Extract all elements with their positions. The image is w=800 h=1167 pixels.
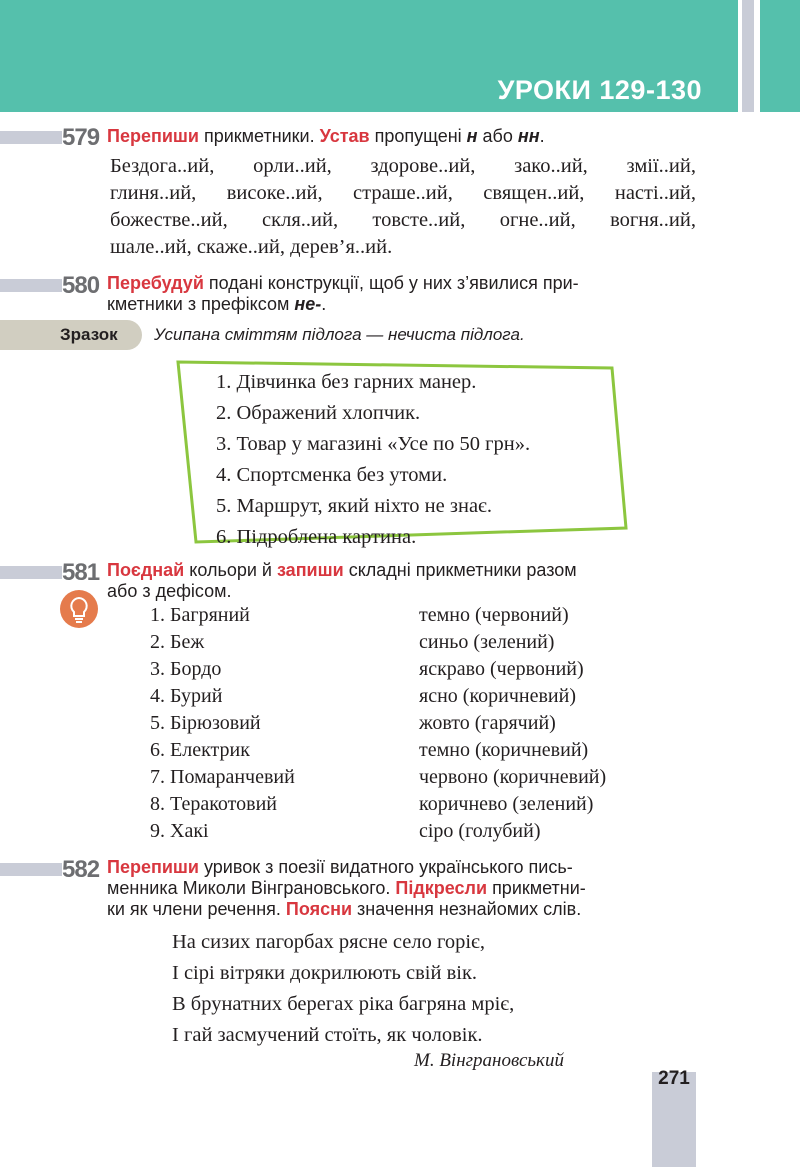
exercise-582-instruction: [107, 857, 586, 920]
color-modifier: червоно (коричневий): [419, 766, 607, 788]
instruction-text: складні прикметники разом: [343, 560, 577, 580]
exercise-580-list: [216, 367, 530, 553]
poem: [172, 927, 514, 1051]
instruction-text: менника Миколи Вінграновського.: [107, 878, 396, 898]
list-item: 5. Маршрут, який ніхто не знає.: [216, 495, 492, 517]
list-item: 2. Ображений хлопчик.: [216, 402, 421, 424]
exercise-582-number: 582: [62, 856, 100, 883]
exercise-579-words: [110, 153, 696, 261]
verb-combine: Поєднай: [107, 560, 185, 580]
instruction-text: прикметни-: [487, 878, 586, 898]
prefix-ne: не-: [294, 294, 322, 314]
color-modifier: яскраво (червоний): [419, 658, 584, 680]
page-number: 271: [658, 1068, 690, 1089]
word-line: шале..ий, скаже..ий, дерев’я..ий.: [110, 236, 393, 258]
exercise-581-instruction: [107, 560, 577, 602]
lightbulb-glyph: [60, 590, 98, 628]
header-stripe-right: [760, 0, 800, 112]
instruction-text: уривок з поезії видатного українського пись-: [198, 857, 573, 877]
letters-nn: нн: [517, 126, 540, 146]
instruction-text: кметники з префіксом: [107, 294, 295, 314]
sample-label-text: Зразок: [60, 325, 118, 344]
color-modifier: темно (червоний): [419, 604, 569, 626]
color-item: 1. Багряний: [150, 604, 250, 626]
exercise-581-bar: [0, 566, 62, 579]
word-line: глиня..ий, високе..ий, страше..ий, священ..ий, насті..ий,: [110, 182, 696, 204]
poem-line: В брунатних берегах ріка багряна мріє,: [172, 993, 515, 1015]
instruction-text: ки як члени речення.: [107, 899, 286, 919]
color-modifier: синьо (зелений): [419, 631, 555, 653]
color-modifier: ясно (коричневий): [419, 685, 576, 707]
color-modifier: коричнево (зелений): [419, 793, 594, 815]
verb-rewrite: Перепиши: [107, 857, 199, 877]
verb-rebuild: Перебудуй: [107, 273, 204, 293]
color-item: 5. Бірюзовий: [150, 712, 261, 734]
exercise-581-number: 581: [62, 559, 100, 586]
color-item: 2. Беж: [150, 631, 205, 653]
lightbulb-icon: [60, 590, 98, 628]
exercise-579-number: 579: [62, 124, 100, 151]
instruction-text: значення незнайомих слів.: [352, 899, 582, 919]
instruction-text: або з дефісом.: [107, 581, 232, 601]
exercise-582-bar: [0, 863, 62, 876]
color-list-right: [419, 602, 606, 845]
header-stripe: [742, 0, 754, 112]
verb-underline: Підкресли: [395, 878, 488, 898]
exercise-580-number: 580: [62, 272, 100, 299]
word-line: Бездога..ий, орли..ий, здорове..ий, зако..ий, змії..ий,: [110, 155, 696, 177]
poem-line: На сизих пагорбах рясне село горіє,: [172, 931, 485, 953]
instruction-text: пропущені: [369, 126, 467, 146]
color-item: 7. Помаранчевий: [150, 766, 295, 788]
exercise-580-bar: [0, 279, 62, 292]
instruction-text: подані конструкції, щоб у них з’явилися при-: [203, 273, 579, 293]
list-item: 3. Товар у магазині «Усе по 50 грн».: [216, 433, 531, 455]
color-item: 3. Бордо: [150, 658, 222, 680]
color-modifier: жовто (гарячий): [419, 712, 556, 734]
list-item: 6. Підроблена картина.: [216, 526, 417, 548]
color-item: 4. Бурий: [150, 685, 223, 707]
verb-explain: Поясни: [285, 899, 353, 919]
verb-write: запиши: [276, 560, 344, 580]
sample-label: [0, 320, 142, 350]
color-list-left: [150, 602, 295, 845]
word-line: божестве..ий, скля..ий, товсте..ий, огне..ий, вогня..ий,: [110, 209, 696, 231]
verb-insert: Устав: [319, 126, 370, 146]
verb-rewrite: Перепиши: [107, 126, 199, 146]
instruction-text: .: [321, 294, 327, 314]
color-modifier: сіро (голубий): [419, 820, 541, 842]
instruction-text: або: [477, 126, 518, 146]
list-item: 4. Спортсменка без утоми.: [216, 464, 448, 486]
lesson-title: УРОКИ 129-130: [497, 75, 702, 105]
instruction-text: кольори й: [184, 560, 277, 580]
sample-text: Усипана сміттям підлога — нечиста підлога.: [154, 325, 525, 344]
color-item: 9. Хакі: [150, 820, 209, 842]
color-item: 8. Теракотовий: [150, 793, 277, 815]
poem-line: І сірі вітряки докрилюють свій вік.: [172, 962, 478, 984]
lesson-header: [0, 0, 738, 112]
exercise-580-instruction: [107, 273, 579, 315]
exercise-579-bar: [0, 131, 62, 144]
color-modifier: темно (коричневий): [419, 739, 589, 761]
poem-author: М. Вінграновський: [414, 1050, 564, 1071]
list-item: 1. Дівчинка без гарних манер.: [216, 371, 477, 393]
exercise-579-instruction: [107, 126, 545, 147]
letter-n: н: [466, 126, 478, 146]
instruction-text: .: [539, 126, 545, 146]
color-item: 6. Електрик: [150, 739, 250, 761]
poem-line: І гай засмучений стоїть, як чоловік.: [172, 1024, 483, 1046]
instruction-text: прикметники.: [198, 126, 320, 146]
